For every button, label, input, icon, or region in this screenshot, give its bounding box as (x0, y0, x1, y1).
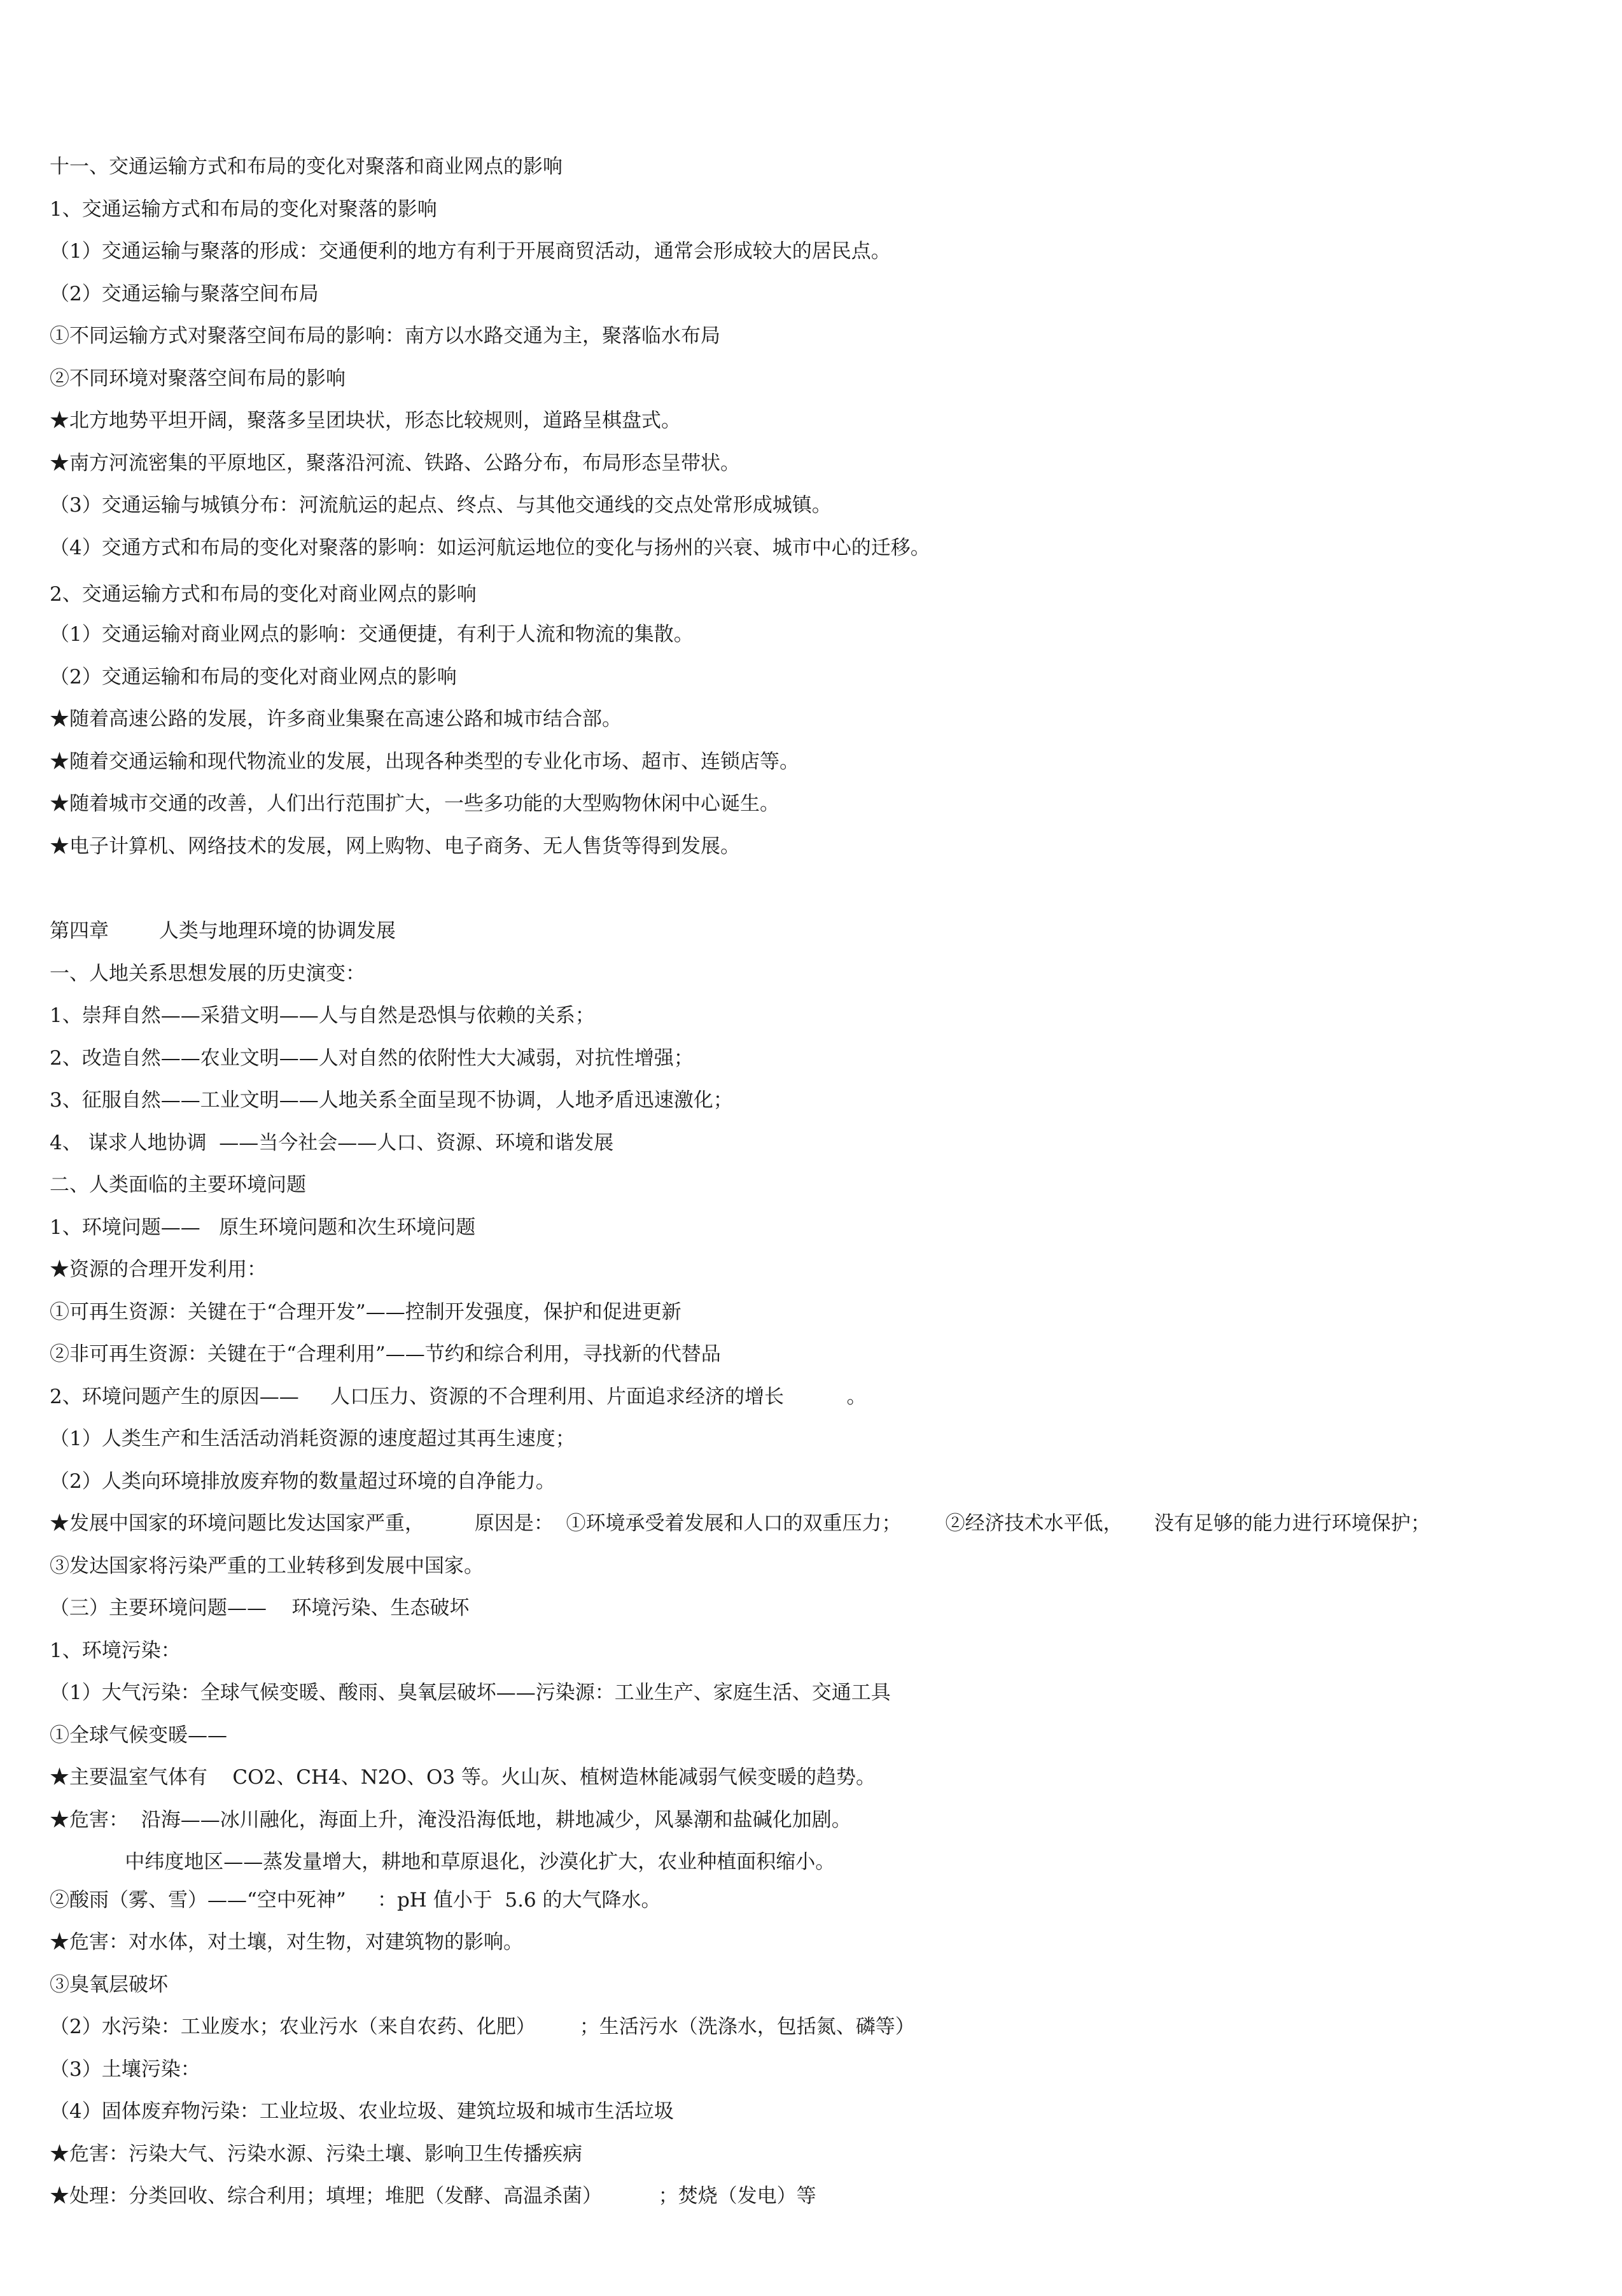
text-line: （2）交通运输和布局的变化对商业网点的影响 (50, 666, 457, 689)
bullet-line: ★危害：对水体，对土壤，对生物，对建筑物的影响。 (50, 1931, 523, 1954)
section-heading: 一、人地关系思想发展的历史演变： (50, 962, 365, 985)
text-line: 3、征服自然——工业文明——人地关系全面呈现不协调，人地矛盾迅速激化； (50, 1089, 733, 1112)
bullet-line: ★危害： 沿海——冰川融化，海面上升，淹没沿海低地，耕地减少，风暴潮和盐碱化加剧。 (50, 1809, 851, 1831)
bullet-line: ★随着高速公路的发展，许多商业集聚在高速公路和城市结合部。 (50, 708, 622, 731)
text-line: （1）大气污染：全球气候变暖、酸雨、臭氧层破坏——污染源：工业生产、家庭生活、交通工具 (50, 1681, 891, 1704)
text-line: ③发达国家将污染严重的工业转移到发展中国家。 (50, 1555, 484, 1578)
text-line: 4、 谋求人地协调 ——当今社会——人口、资源、环境和谐发展 (50, 1131, 614, 1154)
bullet-line: ★随着城市交通的改善，人们出行范围扩大，一些多功能的大型购物休闲中心诞生。 (50, 792, 780, 815)
text-line: 中纬度地区——蒸发量增大，耕地和草原退化，沙漠化扩大，农业种植面积缩小。 (50, 1851, 835, 1873)
text-line: 1、崇拜自然——采猎文明——人与自然是恐惧与依赖的关系； (50, 1004, 595, 1027)
text-line: ①不同运输方式对聚落空间布局的影响：南方以水路交通为主，聚落临水布局 (50, 325, 720, 347)
bullet-line: ★主要温室气体有 CO2、CH4、N2O、O3 等。火山灰、植树造林能减弱气候变暖的趋势。 (50, 1766, 876, 1789)
text-line: ②非可再生资源：关键在于“合理利用”——节约和综合利用，寻找新的代替品 (50, 1343, 721, 1366)
text-line: 1、环境污染： (50, 1639, 181, 1662)
text-line: （4）交通方式和布局的变化对聚落的影响：如运河航运地位的变化与扬州的兴衰、城市中心的迁移。 (50, 536, 930, 559)
text-line: ①全球气候变暖—— (50, 1724, 227, 1747)
text-line: ③臭氧层破坏 (50, 1973, 168, 1996)
section-heading: 十一、交通运输方式和布局的变化对聚落和商业网点的影响 (50, 155, 563, 178)
bullet-line: ★南方河流密集的平原地区，聚落沿河流、铁路、公路分布，布局形态呈带状。 (50, 452, 740, 475)
bullet-line: ★随着交通运输和现代物流业的发展，出现各种类型的专业化市场、超市、连锁店等。 (50, 750, 799, 773)
subsection-heading: 2、交通运输方式和布局的变化对商业网点的影响 (50, 583, 477, 606)
text-line: ②酸雨（雾、雪）——“空中死神” ：pH 值小于 5.6 的大气降水。 (50, 1889, 661, 1912)
text-line: （2）水污染：工业废水；农业污水（来自农药、化肥） ；生活污水（洗涤水，包括氮、磷等） (50, 2015, 915, 2038)
section-heading: （三）主要环境问题—— 环境污染、生态破坏 (50, 1597, 470, 1620)
text-line: （1）交通运输与聚落的形成：交通便利的地方有利于开展商贸活动，通常会形成较大的居民点。 (50, 240, 891, 263)
text-line: ②不同环境对聚落空间布局的影响 (50, 367, 346, 390)
text-line: （1）交通运输对商业网点的影响：交通便捷，有利于人流和物流的集散。 (50, 623, 694, 646)
text-line: ①可再生资源：关键在于“合理开发”——控制开发强度，保护和促进更新 (50, 1301, 682, 1324)
bullet-line: ★资源的合理开发利用： (50, 1258, 267, 1281)
text-line: （3）交通运输与城镇分布：河流航运的起点、终点、与其他交通线的交点处常形成城镇。 (50, 494, 832, 517)
text-line: （2）交通运输与聚落空间布局 (50, 283, 319, 305)
text-line: 1、环境问题—— 原生环境问题和次生环境问题 (50, 1216, 476, 1239)
text-line: （3）土壤污染： (50, 2058, 200, 2081)
bullet-line: ★电子计算机、网络技术的发展，网上购物、电子商务、无人售货等得到发展。 (50, 835, 740, 858)
bullet-line: ★处理：分类回收、综合利用；填埋；堆肥（发酵、高温杀菌） ；焚烧（发电）等 (50, 2185, 816, 2208)
subsection-heading: 1、交通运输方式和布局的变化对聚落的影响 (50, 198, 437, 221)
bullet-line: ★发展中国家的环境问题比发达国家严重， 原因是： ①环境承受着发展和人口的双重压力； ②经济技术水平低， 没有足够的能力进行环境保护； (50, 1512, 1430, 1535)
text-line: 2、环境问题产生的原因—— 人口压力、资源的不合理利用、片面追求经济的增长 。 (50, 1385, 867, 1408)
section-heading: 二、人类面临的主要环境问题 (50, 1173, 306, 1196)
text-line: （1）人类生产和生活活动消耗资源的速度超过其再生速度； (50, 1427, 575, 1450)
bullet-line: ★北方地势平坦开阔，聚落多呈团块状，形态比较规则，道路呈棋盘式。 (50, 409, 681, 432)
text-line: （4）固体废弃物污染：工业垃圾、农业垃圾、建筑垃圾和城市生活垃圾 (50, 2100, 674, 2123)
chapter-heading: 第四章 人类与地理环境的协调发展 (50, 920, 396, 942)
text-line: 2、改造自然——农业文明——人对自然的依附性大大减弱，对抗性增强； (50, 1047, 694, 1070)
bullet-line: ★危害：污染大气、污染水源、污染土壤、影响卫生传播疾病 (50, 2143, 582, 2166)
text-line: （2）人类向环境排放废弃物的数量超过环境的自净能力。 (50, 1470, 556, 1493)
